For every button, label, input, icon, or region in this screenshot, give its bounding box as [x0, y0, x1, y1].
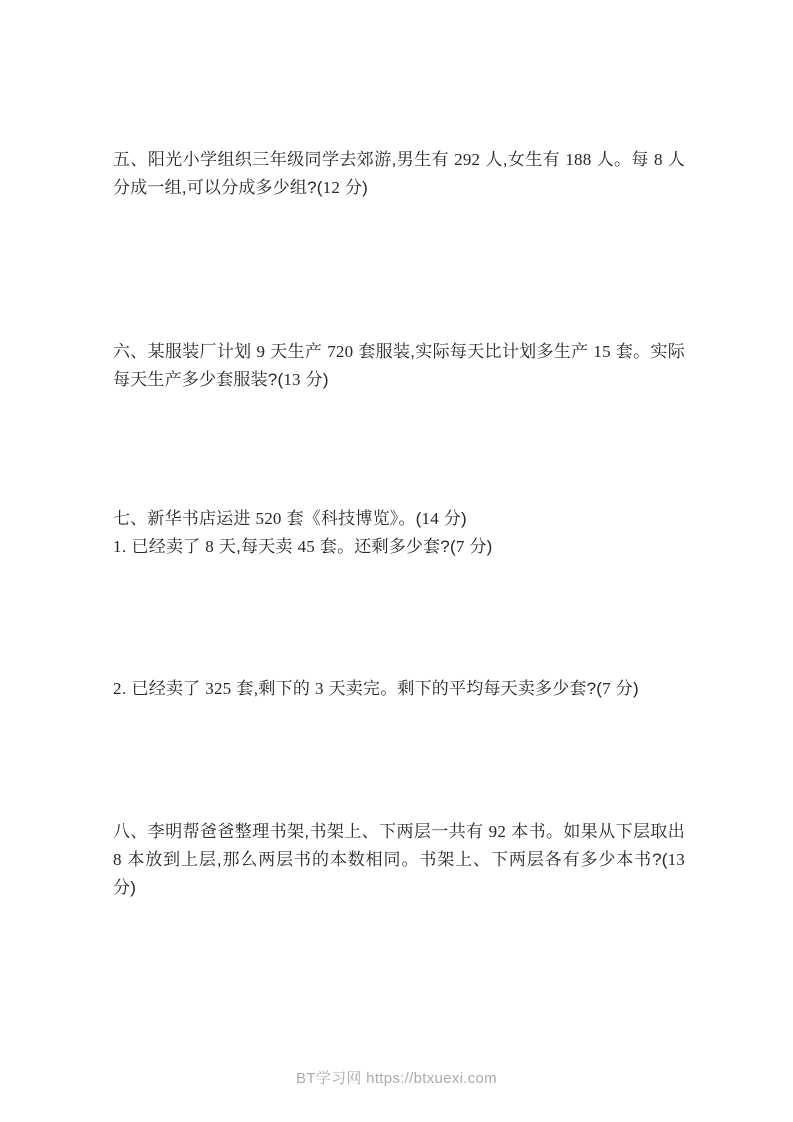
- question-five-text: 五、阳光小学组织三年级同学去郊游,男生有 292 人,女生有 188 人。每 8 人分成一组,可以分成多少组?(12 分): [113, 150, 685, 197]
- question-eight: [113, 818, 685, 902]
- question-seven-sub1-text: 1. 已经卖了 8 天,每天卖 45 套。还剩多少套?(7 分): [113, 537, 493, 556]
- question-six: [113, 338, 685, 394]
- question-five: [113, 146, 685, 202]
- question-seven-heading-text: 七、新华书店运进 520 套《科技博览》。(14 分): [113, 509, 467, 528]
- question-eight-text: 八、李明帮爸爸整理书架,书架上、下两层一共有 92 本书。如果从下层取出 8 本放到上层,那么两层书的本数相同。书架上、下两层各有多少本书?(13 分): [113, 822, 685, 897]
- question-seven-sub2-text: 2. 已经卖了 325 套,剩下的 3 天卖完。剩下的平均每天卖多少套?(7 分): [113, 679, 639, 698]
- question-seven: [113, 505, 685, 561]
- footer-site-credit: BT学习网 https://btxuexi.com: [296, 1070, 497, 1087]
- page-footer: [0, 1069, 793, 1089]
- question-six-text: 六、某服装厂计划 9 天生产 720 套服装,实际每天比计划多生产 15 套。实际每天生产多少套服装?(13 分): [113, 342, 685, 389]
- question-seven-sub2: [113, 675, 685, 703]
